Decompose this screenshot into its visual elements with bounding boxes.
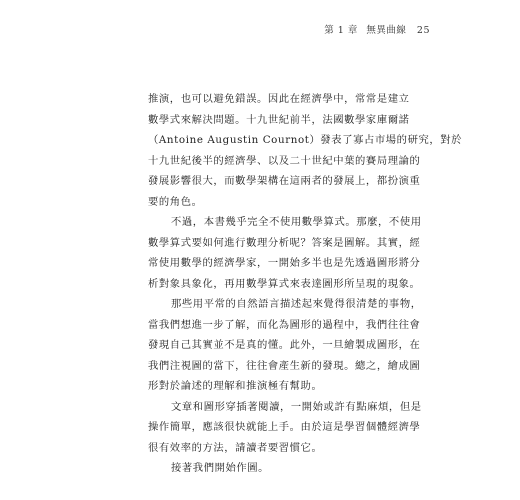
- text-line: 接著我們開始作圖。: [171, 462, 270, 474]
- text-line: 發現自己其實並不是真的懂。此外，一旦繪製成圖形，在: [148, 339, 421, 351]
- text-line: 文章和圖形穿插著閱讀，一開始或許有點麻煩，但是: [171, 400, 422, 413]
- text-line: 那些用平常的自然語言描述起來覺得很清楚的事物，: [171, 298, 422, 310]
- text-line: 要的角色。: [148, 195, 203, 208]
- page-number: 25: [416, 25, 430, 36]
- text-line: 當我們想進一步了解，而化為圖形的過程中，我們往往會: [148, 318, 421, 331]
- text-line: （Antoine Augustin Cournot）發表了寡占市場的研究，對於: [148, 134, 463, 146]
- paragraph-5: [148, 458, 403, 479]
- paragraph-1: [148, 89, 463, 212]
- paragraph-3: [148, 294, 422, 397]
- text-line: 數學式來解決問題。十九世紀前半，法國數學家庫爾諾: [148, 113, 410, 126]
- text-line: 很有效率的方法，請讀者要習慣它。: [148, 441, 323, 454]
- chapter-label: 第 1 章: [324, 25, 358, 36]
- paragraph-4: [148, 397, 422, 459]
- text-line: 我們注視圖的當下，往往會產生新的發現。總之，繪成圖: [148, 359, 421, 372]
- text-line: 形對於論述的理解和推演極有幫助。: [148, 380, 323, 392]
- running-header: [300, 22, 430, 36]
- text-line: 不過，本書幾乎完全不使用數學算式。那麼，不使用: [171, 216, 422, 228]
- page-body: [148, 89, 463, 479]
- text-line: 操作簡單，應該很快就能上手。由於這是學習個體經濟學: [148, 421, 421, 433]
- text-line: 推演，也可以避免錯誤。因此在經濟學中，常常是建立: [148, 93, 410, 105]
- chapter-title: 無異曲線: [366, 25, 407, 36]
- text-line: 數學算式要如何進行數理分析呢？答案是圖解。其實，經: [148, 236, 421, 249]
- text-line: 十九世紀後半的經濟學、以及二十世紀中葉的賽局理論的: [148, 154, 421, 167]
- paragraph-2: [148, 212, 422, 294]
- text-line: 常使用數學的經濟學家，一開始多半也是先透過圖形將分: [148, 257, 421, 269]
- text-line: 發展影響很大，而數學架構在這兩者的發展上，都扮演重: [148, 175, 421, 187]
- text-line: 析對象具象化，再用數學算式來表達圖形所呈現的現象。: [148, 277, 421, 290]
